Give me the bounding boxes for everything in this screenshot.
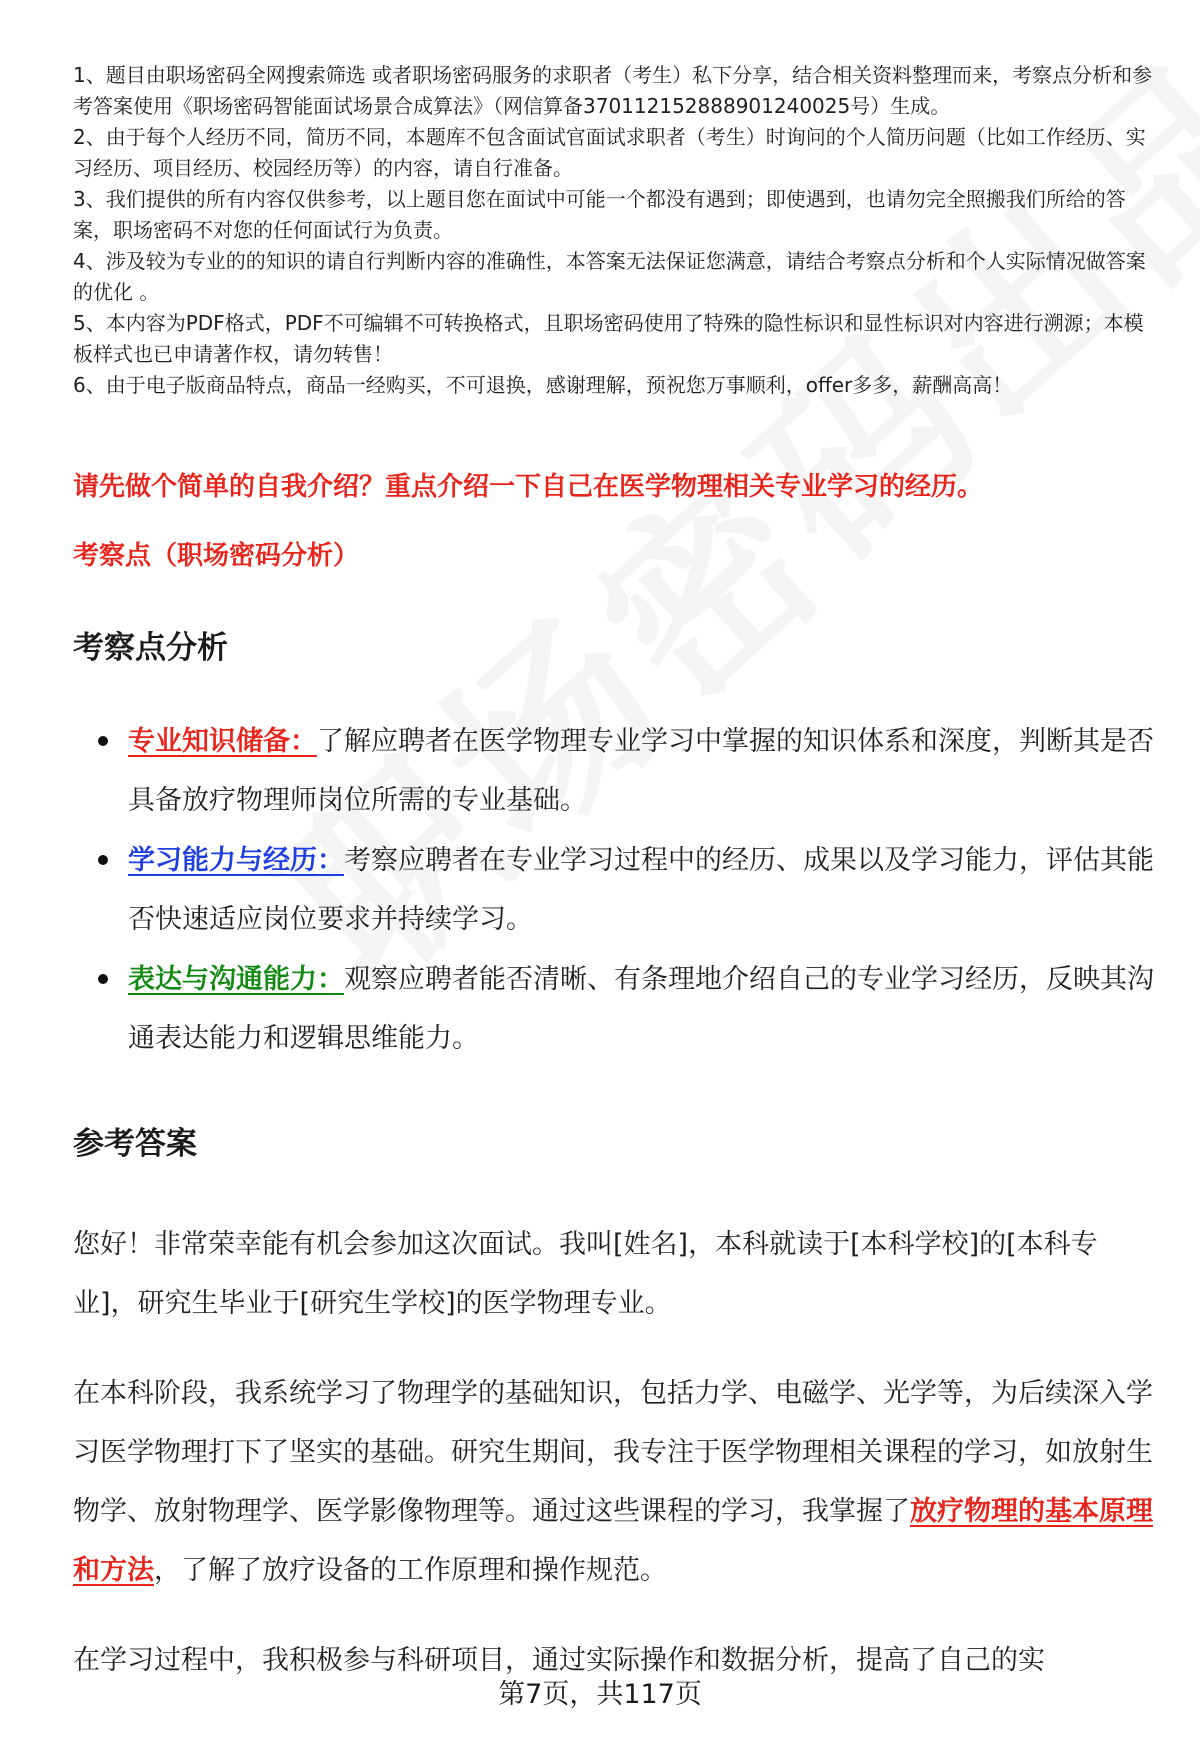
assessment-points xyxy=(98,712,1158,1069)
assessment-point xyxy=(98,950,1158,1068)
bullet-icon xyxy=(98,974,108,984)
analysis-title: 考察点分析 xyxy=(73,630,228,666)
answer-paragraph xyxy=(73,1364,1158,1600)
point-keyword: 表达与沟通能力： xyxy=(128,964,344,995)
notice-item-6: 6、由于电子版商品特点，商品一经购买，不可退换，感谢理解，预祝您万事顺利，offer多多，薪酬高高！ xyxy=(73,373,1013,397)
point-text: 观察应聘者能否清晰、有条理地介绍自己的专业学习经历，反映其沟通表达能力和逻辑思维能力。 xyxy=(128,964,1154,1054)
assessment-point xyxy=(98,831,1158,949)
answer-text: ，了解了放疗设备的工作原理和操作规范。 xyxy=(154,1555,667,1586)
notice-item-4: 4、涉及较为专业的的知识的请自行判断内容的准确性，本答案无法保证您满意，请结合考察点分析和个人实际情况做答案的优化 。 xyxy=(73,249,1146,304)
point-keyword: 专业知识储备： xyxy=(128,726,317,757)
answer-highlight: 放疗物理的基本原理和方法 xyxy=(73,1496,1153,1586)
notice-item-3: 3、我们提供的所有内容仅供参考，以上题目您在面试中可能一个都没有遇到；即使遇到，也请勿完全照搬我们所给的答案，职场密码不对您的任何面试行为负责。 xyxy=(73,187,1126,242)
bullet-icon xyxy=(98,855,108,865)
page-number: 第7页，共117页 xyxy=(498,1679,702,1710)
assessment-point xyxy=(98,712,1158,830)
answer-text: 在本科阶段，我系统学习了物理学的基础知识，包括力学、电磁学、光学等，为后续深入学习医学物理打下了坚实的基础。研究生期间，我专注于医学物理相关课程的学习，如放射生物学、放射物理学、医学影像物理等。通过这些课程的学习，我掌握了 xyxy=(73,1378,1153,1527)
answer-title: 参考答案 xyxy=(73,1126,197,1162)
notice-item-2: 2、由于每个人经历不同，简历不同，本题库不包含面试官面试求职者（考生）时询问的个人简历问题（比如工作经历、实习经历、项目经历、校园经历等）的内容，请自行准备。 xyxy=(73,125,1146,180)
answer-paragraph: 在学习过程中，我积极参与科研项目，通过实际操作和数据分析，提高了自己的实 xyxy=(73,1645,1045,1676)
disclaimer-notice xyxy=(73,60,1158,401)
assessment-heading: 考察点（职场密码分析） xyxy=(73,541,360,571)
answer-paragraph: 您好！非常荣幸能有机会参加这次面试。我叫[姓名]，本科就读于[本科学校]的[本科专业]，研究生毕业于[研究生学校]的医学物理专业。 xyxy=(73,1229,1098,1319)
reference-answer xyxy=(73,1215,1158,1721)
notice-item-5: 5、本内容为PDF格式，PDF不可编辑不可转换格式，且职场密码使用了特殊的隐性标识和显性标识对内容进行溯源；本模板样式也已申请著作权，请勿转售！ xyxy=(73,311,1144,366)
interview-question: 请先做个简单的自我介绍？重点介绍一下自己在医学物理相关专业学习的经历。 xyxy=(73,472,984,502)
notice-item-1: 1、题目由职场密码全网搜索筛选 或者职场密码服务的求职者（考生）私下分享，结合相关资料整理而来，考察点分析和参考答案使用《职场密码智能面试场景合成算法》（网信算备370112152888901240025号）生成。 xyxy=(73,63,1153,118)
bullet-icon xyxy=(98,736,108,746)
point-keyword: 学习能力与经历： xyxy=(128,845,344,876)
point-text: 考察应聘者在专业学习过程中的经历、成果以及学习能力，评估其能否快速适应岗位要求并持续学习。 xyxy=(128,845,1154,935)
point-text: 了解应聘者在医学物理专业学习中掌握的知识体系和深度，判断其是否具备放疗物理师岗位所需的专业基础。 xyxy=(128,726,1154,816)
